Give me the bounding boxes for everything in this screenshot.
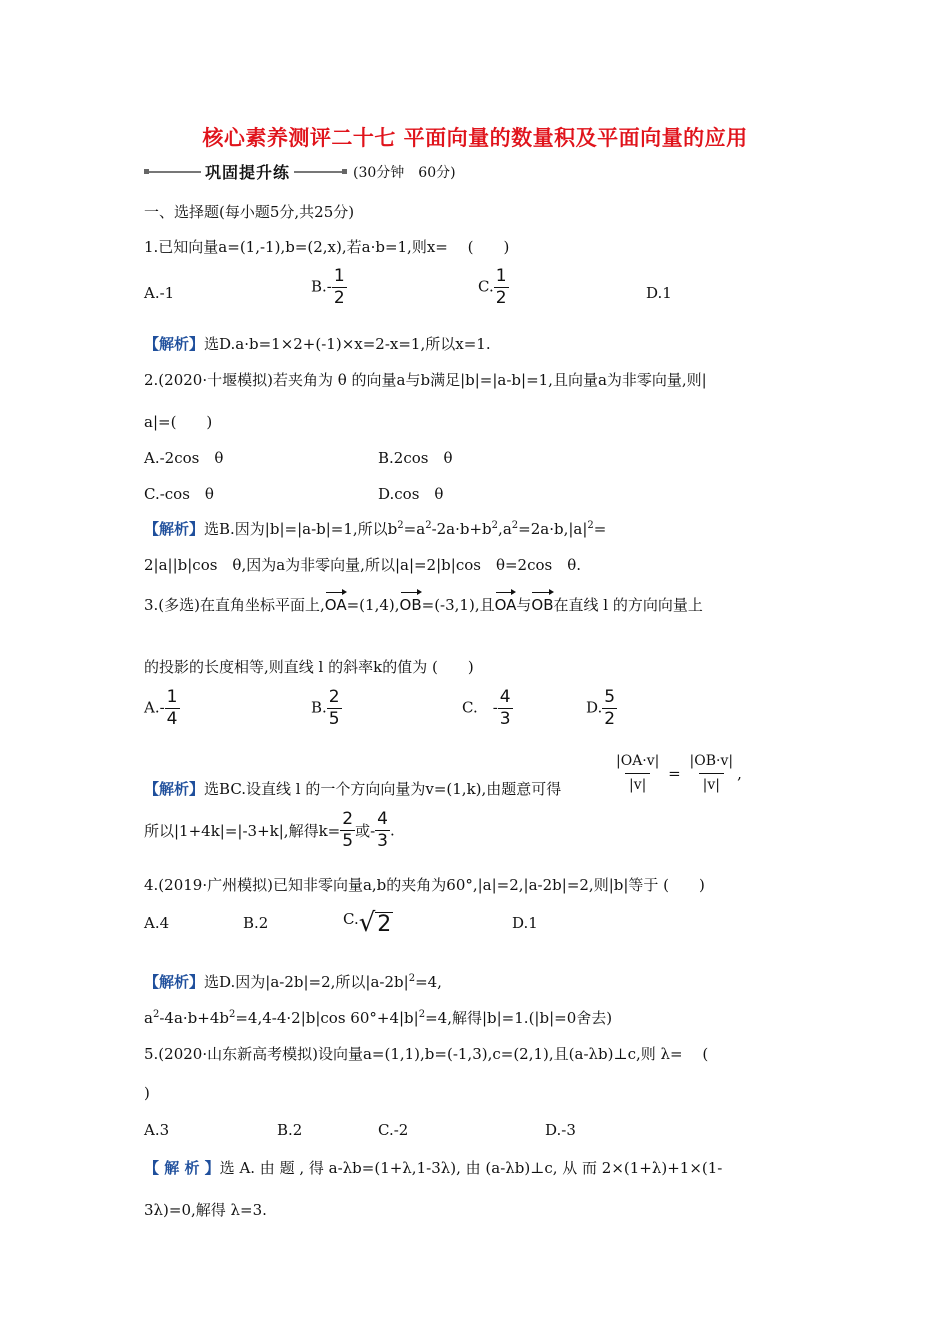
exponent: 2 <box>152 1009 160 1020</box>
text: 选BC.设直线 l 的一个方向向量为v=(1,k),由题意可得 <box>204 780 562 798</box>
q2-option-b: B.2cos θ <box>378 449 453 467</box>
square-root <box>359 910 394 936</box>
fraction <box>602 689 617 728</box>
section-time: (30分钟 60分) <box>353 164 456 181</box>
fraction-denominator: |v| <box>625 773 650 794</box>
text: =(1,4), <box>346 596 400 614</box>
q2-solution-line1 <box>144 518 606 539</box>
text: 所以|1+4k|=|-3+k|,解得k= <box>144 822 341 840</box>
exponent: 2 <box>418 1009 426 1020</box>
text: 选D.因为|a-2b|=2,所以|a-2b| <box>204 973 409 991</box>
radical-sign-icon: √ <box>358 908 376 938</box>
fraction <box>498 689 513 728</box>
q1-option-a: A.-1 <box>144 284 175 302</box>
fraction-numerator: 1 <box>333 266 345 286</box>
fraction <box>165 689 180 728</box>
text: =a <box>403 520 426 538</box>
bar-line-left <box>149 171 201 173</box>
fraction-denominator: 2 <box>495 288 507 308</box>
q2-option-c: C.-cos θ <box>144 485 214 503</box>
radicand: 2 <box>377 912 392 937</box>
q4-option-b: B.2 <box>243 914 269 932</box>
fraction-numerator: 2 <box>342 809 354 829</box>
q5-stem-line1: 5.(2020·山东新高考模拟)设向量a=(1,1),b=(-1,3),c=(2,1),且(a-λb)⊥c,则 λ= ( <box>144 1045 709 1063</box>
q1-option-b-label: B.- <box>311 277 332 296</box>
q1-option-c <box>478 268 509 307</box>
q1-option-b <box>311 268 347 307</box>
fraction-numerator: |OA·v| <box>616 753 660 769</box>
exponent: 2 <box>408 973 416 984</box>
fraction <box>612 753 663 794</box>
text: -2a·b+b <box>431 520 492 538</box>
fraction <box>686 753 738 794</box>
vector-oa: OA <box>324 596 347 614</box>
q4-solution-line2 <box>144 1007 612 1028</box>
text: 选 A. 由 题 , 得 a-λb=(1+λ,1-3λ), 由 (a-λb)⊥c, 从 而 2×(1+λ)+1×(1- <box>219 1159 723 1177</box>
text: 选B.因为|b|=|a-b|=1,所以b <box>204 520 398 538</box>
q2-stem-line1: 2.(2020·十堰模拟)若夹角为 θ 的向量a与b满足|b|=|a-b|=1,且向量a为非零向量,则| <box>144 371 707 389</box>
text: 与 <box>516 596 532 614</box>
q4-option-c <box>343 910 393 936</box>
solution-tag: 【解析】 <box>144 780 205 798</box>
q2-option-d: D.cos θ <box>378 485 444 503</box>
equals-sign: = <box>668 764 681 783</box>
q3-option-a <box>144 689 180 728</box>
fraction-denominator: 2 <box>333 288 345 308</box>
q5-option-c: C.-2 <box>378 1121 409 1139</box>
solution-tag: 【解析】 <box>144 335 205 353</box>
q5-stem-line2: ) <box>144 1084 150 1102</box>
q5-solution-line1 <box>144 1157 722 1178</box>
q3-option-d <box>586 689 617 728</box>
text: 在直线 l 的方向向量上 <box>553 596 703 614</box>
exponent: 2 <box>425 520 432 531</box>
q2-solution-line2: 2|a||b|cos θ,因为a为非零向量,所以|a|=2|b|cos θ=2cos θ. <box>144 556 582 574</box>
fraction-denominator: |v| <box>699 773 724 794</box>
q4-solution-line1 <box>144 971 442 992</box>
fraction <box>494 268 509 307</box>
exponent: 2 <box>511 520 519 531</box>
text: =(-3,1),且 <box>421 596 495 614</box>
q3-option-c <box>462 689 513 728</box>
text: =4,4-4·2|b|cos 60°+4|b| <box>235 1009 419 1027</box>
fraction-denominator: 5 <box>342 831 354 851</box>
text: =2a·b,|a| <box>518 520 588 538</box>
q3-stem-line1 <box>144 594 703 615</box>
fraction-numerator: 1 <box>495 266 507 286</box>
section-header <box>144 160 456 183</box>
bar-line-right <box>294 171 342 173</box>
exponent: 2 <box>587 520 594 531</box>
fraction-numerator: 1 <box>166 687 178 707</box>
part-heading: 一、选择题(每小题5分,共25分) <box>144 203 355 221</box>
text: =4,解得|b|=1.(|b|=0舍去) <box>425 1009 613 1027</box>
q2-option-a: A.-2cos θ <box>144 449 224 467</box>
text: =4, <box>415 973 442 991</box>
option-label: C. <box>343 910 359 928</box>
exponent: 2 <box>491 520 499 531</box>
text: ,a <box>498 520 512 538</box>
fraction-denominator: 5 <box>328 709 340 729</box>
q4-option-a: A.4 <box>144 914 170 932</box>
solution-tag: 【解析】 <box>144 973 205 991</box>
q3-solution-line2 <box>144 811 395 850</box>
option-label: B. <box>311 698 327 717</box>
vector-oa: OA <box>494 596 517 614</box>
q1-option-c-label: C. <box>478 277 494 296</box>
option-label: D. <box>586 698 603 717</box>
text: 或- <box>355 822 376 840</box>
q1-solution <box>144 333 491 354</box>
option-label: C. - <box>462 698 498 717</box>
q5-solution-line2: 3λ)=0,解得 λ=3. <box>144 1201 267 1219</box>
text: . <box>389 821 395 840</box>
text: a <box>144 1009 153 1027</box>
q3-stem-line2: 的投影的长度相等,则直线 l 的斜率k的值为 ( ) <box>144 658 474 676</box>
q4-stem: 4.(2019·广州模拟)已知非零向量a,b的夹角为60°,|a|=2,|a-2b|=2,则|b|等于 ( ) <box>144 876 705 894</box>
text: 3.(多选)在直角坐标平面上, <box>144 596 325 614</box>
vector-ob: OB <box>399 596 422 614</box>
q3-solution-line1 <box>144 778 561 799</box>
solution-tag: 【解析】 <box>144 520 205 538</box>
text: , <box>737 764 742 783</box>
fraction <box>332 268 347 307</box>
q4-option-d: D.1 <box>512 914 538 932</box>
exponent: 2 <box>397 520 404 531</box>
fraction <box>340 811 355 850</box>
q5-option-a: A.3 <box>144 1121 170 1139</box>
text: -4a·b+4b <box>159 1009 229 1027</box>
option-label: A.- <box>144 698 165 717</box>
fraction-denominator: 3 <box>377 831 388 851</box>
fraction-denominator: 2 <box>604 709 616 729</box>
q1-stem: 1.已知向量a=(1,-1),b=(2,x),若a·b=1,则x= ( ) <box>144 238 510 256</box>
fraction-denominator: 3 <box>499 709 511 729</box>
fraction-numerator: 4 <box>377 809 388 829</box>
q1-solution-text: 选D.a·b=1×2+(-1)×x=2-x=1,所以x=1. <box>204 335 491 353</box>
exponent: 2 <box>228 1009 236 1020</box>
text: = <box>593 520 607 538</box>
fraction-numerator: 5 <box>604 687 616 707</box>
q5-option-d: D.-3 <box>545 1121 576 1139</box>
solution-tag: 【 解 析 】 <box>144 1159 220 1177</box>
q3-projection-equation <box>612 753 742 794</box>
fraction-numerator: 4 <box>499 687 511 707</box>
fraction-denominator: 4 <box>166 709 178 729</box>
q1-option-d: D.1 <box>646 284 672 302</box>
page-title: 核心素养测评二十七 平面向量的数量积及平面向量的应用 <box>202 126 748 150</box>
fraction-numerator: 2 <box>328 687 340 707</box>
q3-option-b <box>311 689 342 728</box>
fraction-numerator: |OB·v| <box>689 753 734 769</box>
fraction <box>327 689 342 728</box>
bar-end-marker <box>342 169 347 174</box>
section-label: 巩固提升练 <box>205 163 291 182</box>
q2-stem-line2: a|=( ) <box>144 413 213 431</box>
vector-ob: OB <box>531 596 554 614</box>
q5-option-b: B.2 <box>277 1121 303 1139</box>
fraction <box>375 811 390 850</box>
